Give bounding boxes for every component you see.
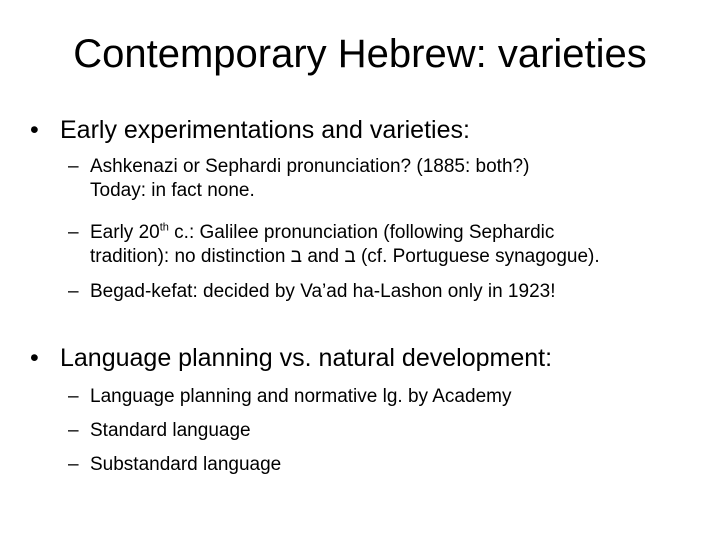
sub-bullet-line: Today: in fact none.	[90, 180, 255, 201]
dash-marker: –	[68, 386, 79, 407]
sub-bullet-line: Standard language	[90, 420, 251, 441]
text-fragment: Early 20	[90, 222, 160, 243]
bullet-text: Language planning vs. natural development:	[60, 344, 553, 372]
bullet-text: Early experimentations and varieties:	[60, 116, 470, 144]
sub-bullet-line: Substandard language	[90, 454, 282, 475]
sub-bullet-line: Ashkenazi or Sephardi pronunciation? (1885: both?)	[90, 156, 530, 177]
dash-marker: –	[68, 281, 79, 302]
dash-marker: –	[68, 454, 79, 475]
bullet-marker: •	[30, 344, 39, 372]
sub-bullet-line: Begad-kefat: decided by Va’ad ha-Lashon only in 1923!	[90, 281, 556, 302]
slide-title: Contemporary Hebrew: varieties	[73, 32, 647, 76]
superscript: th	[159, 221, 169, 234]
bullet-marker: •	[30, 116, 39, 144]
dash-marker: –	[68, 156, 79, 177]
sub-bullet-line: Language planning and normative lg. by Academy	[90, 386, 512, 407]
sub-bullet-line: tradition): no distinction ב and ב (cf. Portuguese synagogue).	[90, 246, 600, 267]
text-fragment: c.: Galilee pronunciation (following Sephardic	[168, 222, 555, 243]
dash-marker: –	[68, 222, 79, 243]
sub-bullet-line	[90, 221, 600, 245]
dash-marker: –	[68, 420, 79, 441]
